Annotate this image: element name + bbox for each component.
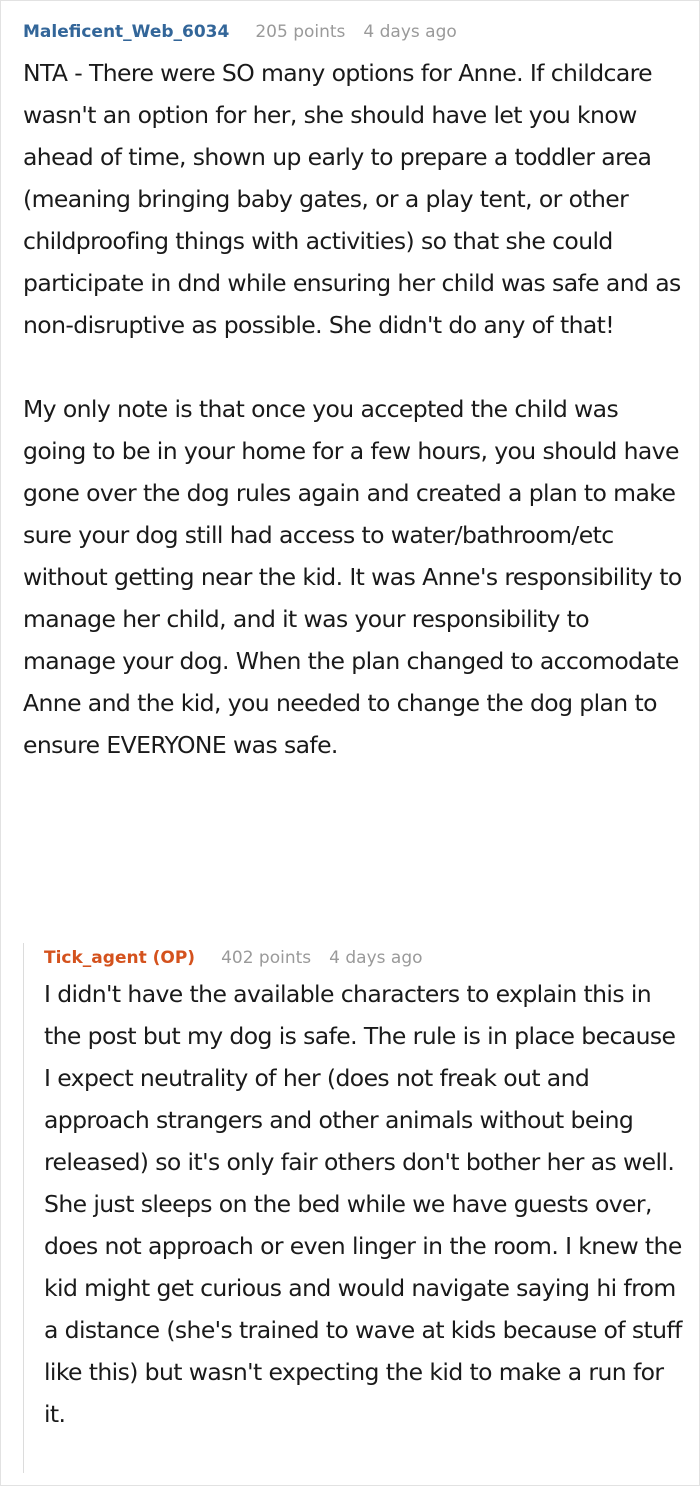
reply-comment [44,943,684,1435]
comment [23,19,683,766]
reply-timestamp: 4 days ago [329,948,423,968]
reply-body: I didn't have the available characters to explain this in the post but my dog is safe. The rule is in place because I expect neutrality of her (does not freak out and approach strangers and other animals without being released) so it's only fair others don't bother her as well. She just sleeps on the bed while we have guests over, does not approach or even linger in the room. I knew the kid might get curious and would navigate saying hi from a distance (she's trained to wave at kids because of stuff like this) but wasn't expecting the kid to make a run for it. [44,980,682,1428]
reply-thread-line [23,943,684,1473]
comment-body [23,52,683,766]
comment-header [23,19,683,45]
reply-header [44,943,684,973]
comment-author-link[interactable]: Maleficent_Web_6034 [23,22,230,42]
reply-points: 402 points [221,948,312,968]
comment-timestamp: 4 days ago [363,22,457,42]
comment-paragraph: NTA - There were SO many options for Anne. If childcare wasn't an option for her, she should have let you know ahead of time, shown up early to prepare a toddler area (meaning bringing baby gates, or a play tent, or other childproofing things with activities) so that she could participate in dnd while ensuring her child was safe and as non-disruptive as possible. She didn't do any of that! [23,59,681,339]
comment-points: 205 points [255,22,346,42]
comment-paragraph: My only note is that once you accepted the child was going to be in your home for a few hours, you should have gone over the dog rules again and created a plan to make sure your dog still had access to water/bathroom/etc without getting near the kid. It was Anne's responsibility to manage her child, and it was your responsibility to manage your dog. When the plan changed to accomodate Anne and the kid, you needed to change the dog plan to ensure EVERYONE was safe. [23,395,682,759]
reply-author-link[interactable]: Tick_agent (OP) [44,948,196,968]
